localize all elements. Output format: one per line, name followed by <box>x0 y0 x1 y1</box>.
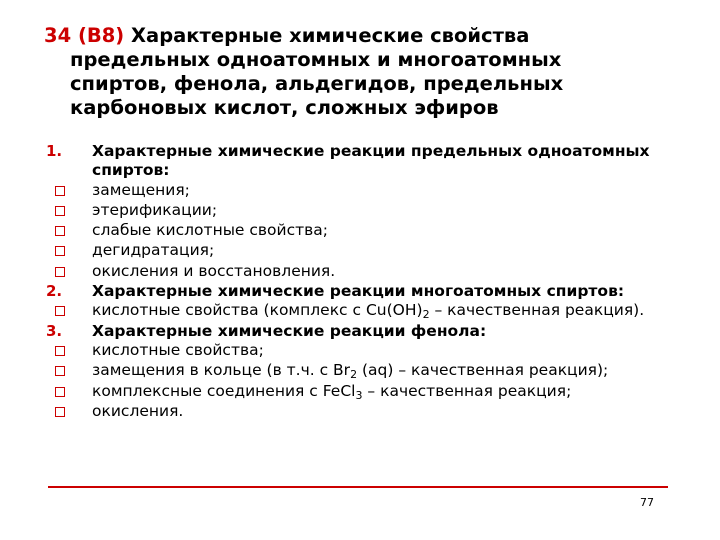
list-item-text: кислотные свойства; <box>92 340 264 359</box>
square-bullet-icon <box>55 407 65 417</box>
title-text-1: Характерные химические свойства <box>131 24 530 47</box>
title-line-1 <box>44 24 684 48</box>
square-bullet-icon <box>55 186 65 196</box>
list-item-text: замещения в кольце (в т.ч. с $Br_2$ (aq) – качественная реакция); <box>92 361 609 382</box>
list-item-text: слабые кислотные свойства; <box>92 221 329 240</box>
list-item <box>46 382 716 402</box>
list-item <box>46 262 716 282</box>
list-item <box>46 221 716 241</box>
list-number: 2. <box>46 282 63 301</box>
title-number: 34 <box>44 24 72 47</box>
title-code: (B8) <box>77 24 125 47</box>
list-item <box>46 301 716 321</box>
list-item <box>46 241 716 261</box>
content-list <box>46 142 716 422</box>
list-item-text: комплексные соединения с FeCl$_3$ – качественная реакция; <box>92 381 572 402</box>
list-heading-text: Характерные химические реакции многоатомных спиртов: <box>92 282 625 301</box>
list-heading-text: Характерные химические реакции предельных одноатомных спиртов: <box>92 142 650 180</box>
list-item-text: окисления. <box>92 401 184 420</box>
square-bullet-icon <box>55 226 65 236</box>
list-item <box>46 181 716 201</box>
list-item <box>46 361 716 381</box>
title-line-2: предельных одноатомных и многоатомных <box>70 48 562 71</box>
list-number: 1. <box>46 142 63 160</box>
list-number: 3. <box>46 321 63 340</box>
list-item-text: кислотные свойства (комплекс с $Cu(OH)_2$ – качественная реакция). <box>92 301 645 322</box>
square-bullet-icon <box>55 306 65 316</box>
square-bullet-icon <box>55 206 65 216</box>
square-bullet-icon <box>55 246 65 256</box>
square-bullet-icon <box>55 346 65 356</box>
list-item <box>46 201 716 221</box>
footer-divider <box>48 486 668 488</box>
list-heading-text: Характерные химические реакции фенола: <box>92 321 487 340</box>
list-item <box>46 402 716 422</box>
list-heading-1 <box>46 142 716 181</box>
square-bullet-icon <box>55 366 65 376</box>
list-item-text: этерификации; <box>92 200 218 219</box>
list-item-text: окисления и восстановления. <box>92 261 336 280</box>
square-bullet-icon <box>55 267 65 277</box>
square-bullet-icon <box>55 387 65 397</box>
title-line-3: спиртов, фенола, альдегидов, предельных <box>70 72 564 95</box>
page-number: 77 <box>640 496 654 509</box>
list-heading-2 <box>46 282 716 301</box>
list-item-text: дегидратация; <box>92 241 215 260</box>
list-item-text: замещения; <box>92 180 190 199</box>
list-item <box>46 341 716 361</box>
slide-title <box>44 24 684 120</box>
title-line-4: карбоновых кислот, сложных эфиров <box>70 96 499 119</box>
list-heading-3 <box>46 322 716 341</box>
